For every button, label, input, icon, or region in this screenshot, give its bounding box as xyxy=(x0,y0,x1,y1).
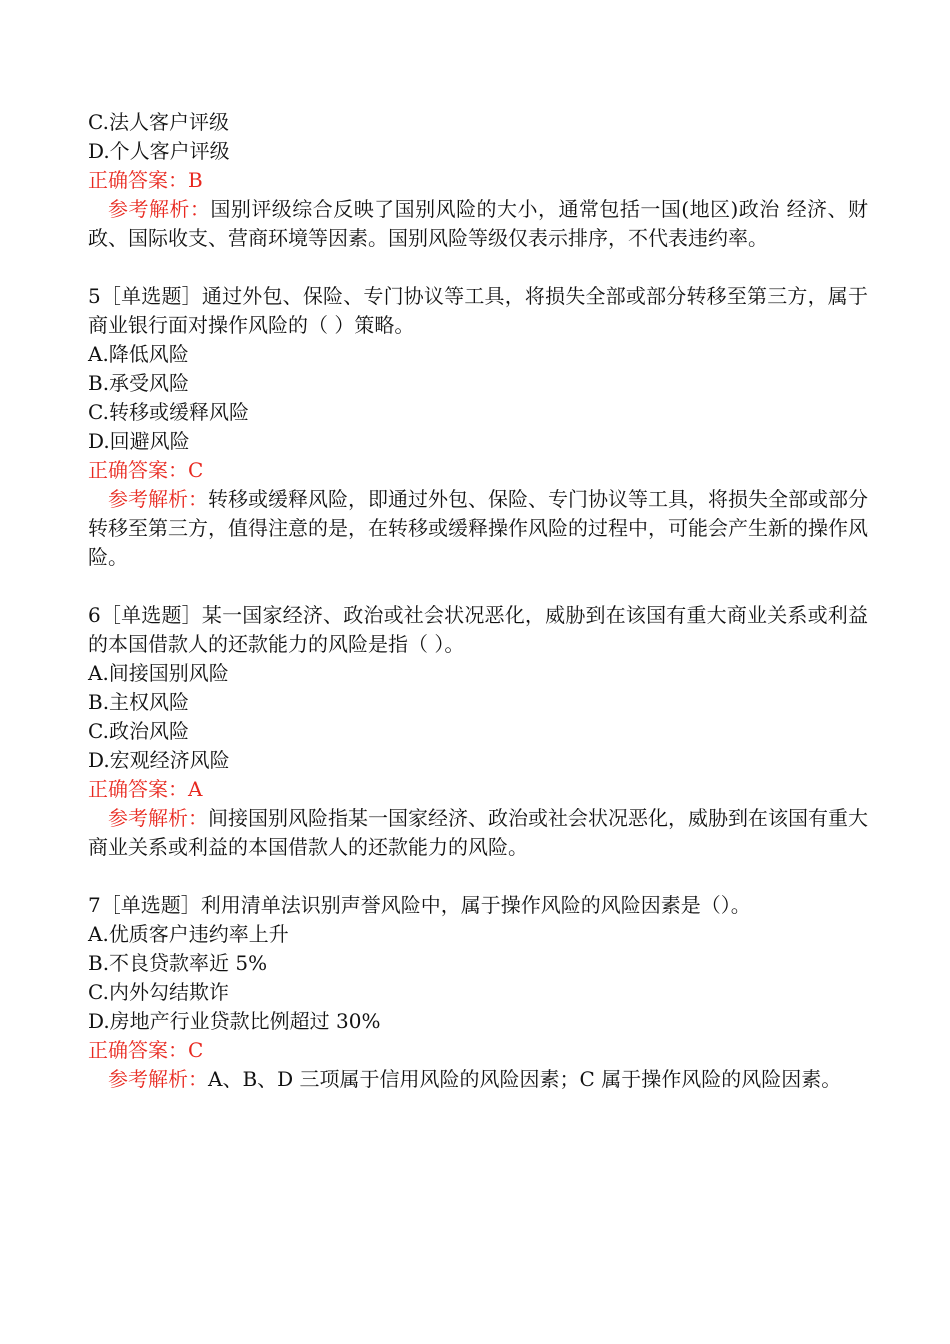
option-d: D.个人客户评级 xyxy=(88,139,230,163)
answer-label: 正确答案： xyxy=(88,777,188,801)
analysis xyxy=(88,804,868,862)
option-a: A.间接国别风险 xyxy=(88,661,229,685)
answer-label: 正确答案： xyxy=(88,458,188,482)
analysis-text: 间接国别风险指某一国家经济、政治或社会状况恶化，威胁到在该国有重大商业关系或利益的本国借款人的还款能力的风险。 xyxy=(88,806,868,859)
analysis-label: 参考解析： xyxy=(108,197,211,221)
prev-question-block xyxy=(88,108,868,253)
answer-label: 正确答案： xyxy=(88,168,188,192)
option-b: B.承受风险 xyxy=(88,371,190,395)
question-7 xyxy=(88,891,868,1094)
answer-value: B xyxy=(188,168,203,192)
option-b: B.不良贷款率近 5% xyxy=(88,951,268,975)
answer-value: C xyxy=(188,1038,204,1062)
option-b: B.主权风险 xyxy=(88,690,190,714)
option-d: D.回避风险 xyxy=(88,429,190,453)
question-6 xyxy=(88,601,868,862)
analysis-text: 国别评级综合反映了国别风险的大小，通常包括一国(地区)政治 经济、财政、国际收支、营商环境等因素。国别风险等级仅表示排序，不代表违约率。 xyxy=(88,197,868,250)
correct-answer xyxy=(88,166,868,195)
analysis xyxy=(88,1065,868,1094)
answer-label: 正确答案： xyxy=(88,1038,188,1062)
option-a: A.降低风险 xyxy=(88,342,189,366)
answer-value: A xyxy=(188,777,203,801)
analysis xyxy=(88,485,868,572)
question-stem: 5［单选题］通过外包、保险、专门协议等工具，将损失全部或部分转移至第三方，属于商业银行面对操作风险的（ ）策略。 xyxy=(88,284,868,337)
document-page xyxy=(88,108,868,1094)
option-c: C.转移或缓释风险 xyxy=(88,400,249,424)
analysis-text: 转移或缓释风险，即通过外包、保险、专门协议等工具，将损失全部或部分转移至第三方，值得注意的是，在转移或缓释操作风险的过程中，可能会产生新的操作风险。 xyxy=(88,487,868,569)
question-stem: 7［单选题］利用清单法识别声誉风险中，属于操作风险的风险因素是（）。 xyxy=(88,893,751,917)
option-a: A.优质客户违约率上升 xyxy=(88,922,289,946)
analysis xyxy=(88,195,868,253)
option-c: C.法人客户评级 xyxy=(88,110,229,134)
correct-answer xyxy=(88,1036,868,1065)
option-c: C.内外勾结欺诈 xyxy=(88,980,229,1004)
analysis-label: 参考解析： xyxy=(108,806,208,830)
analysis-label: 参考解析： xyxy=(108,1067,208,1091)
correct-answer xyxy=(88,775,868,804)
question-5 xyxy=(88,282,868,572)
question-stem: 6［单选题］某一国家经济、政治或社会状况恶化，威胁到在该国有重大商业关系或利益的本国借款人的还款能力的风险是指（ ）。 xyxy=(88,603,868,656)
answer-value: C xyxy=(188,458,204,482)
option-d: D.宏观经济风险 xyxy=(88,748,230,772)
analysis-text: A、B、D 三项属于信用风险的风险因素；C 属于操作风险的风险因素。 xyxy=(208,1067,842,1091)
analysis-label: 参考解析： xyxy=(108,487,208,511)
option-d: D.房地产行业贷款比例超过 30% xyxy=(88,1009,381,1033)
correct-answer xyxy=(88,456,868,485)
option-c: C.政治风险 xyxy=(88,719,189,743)
